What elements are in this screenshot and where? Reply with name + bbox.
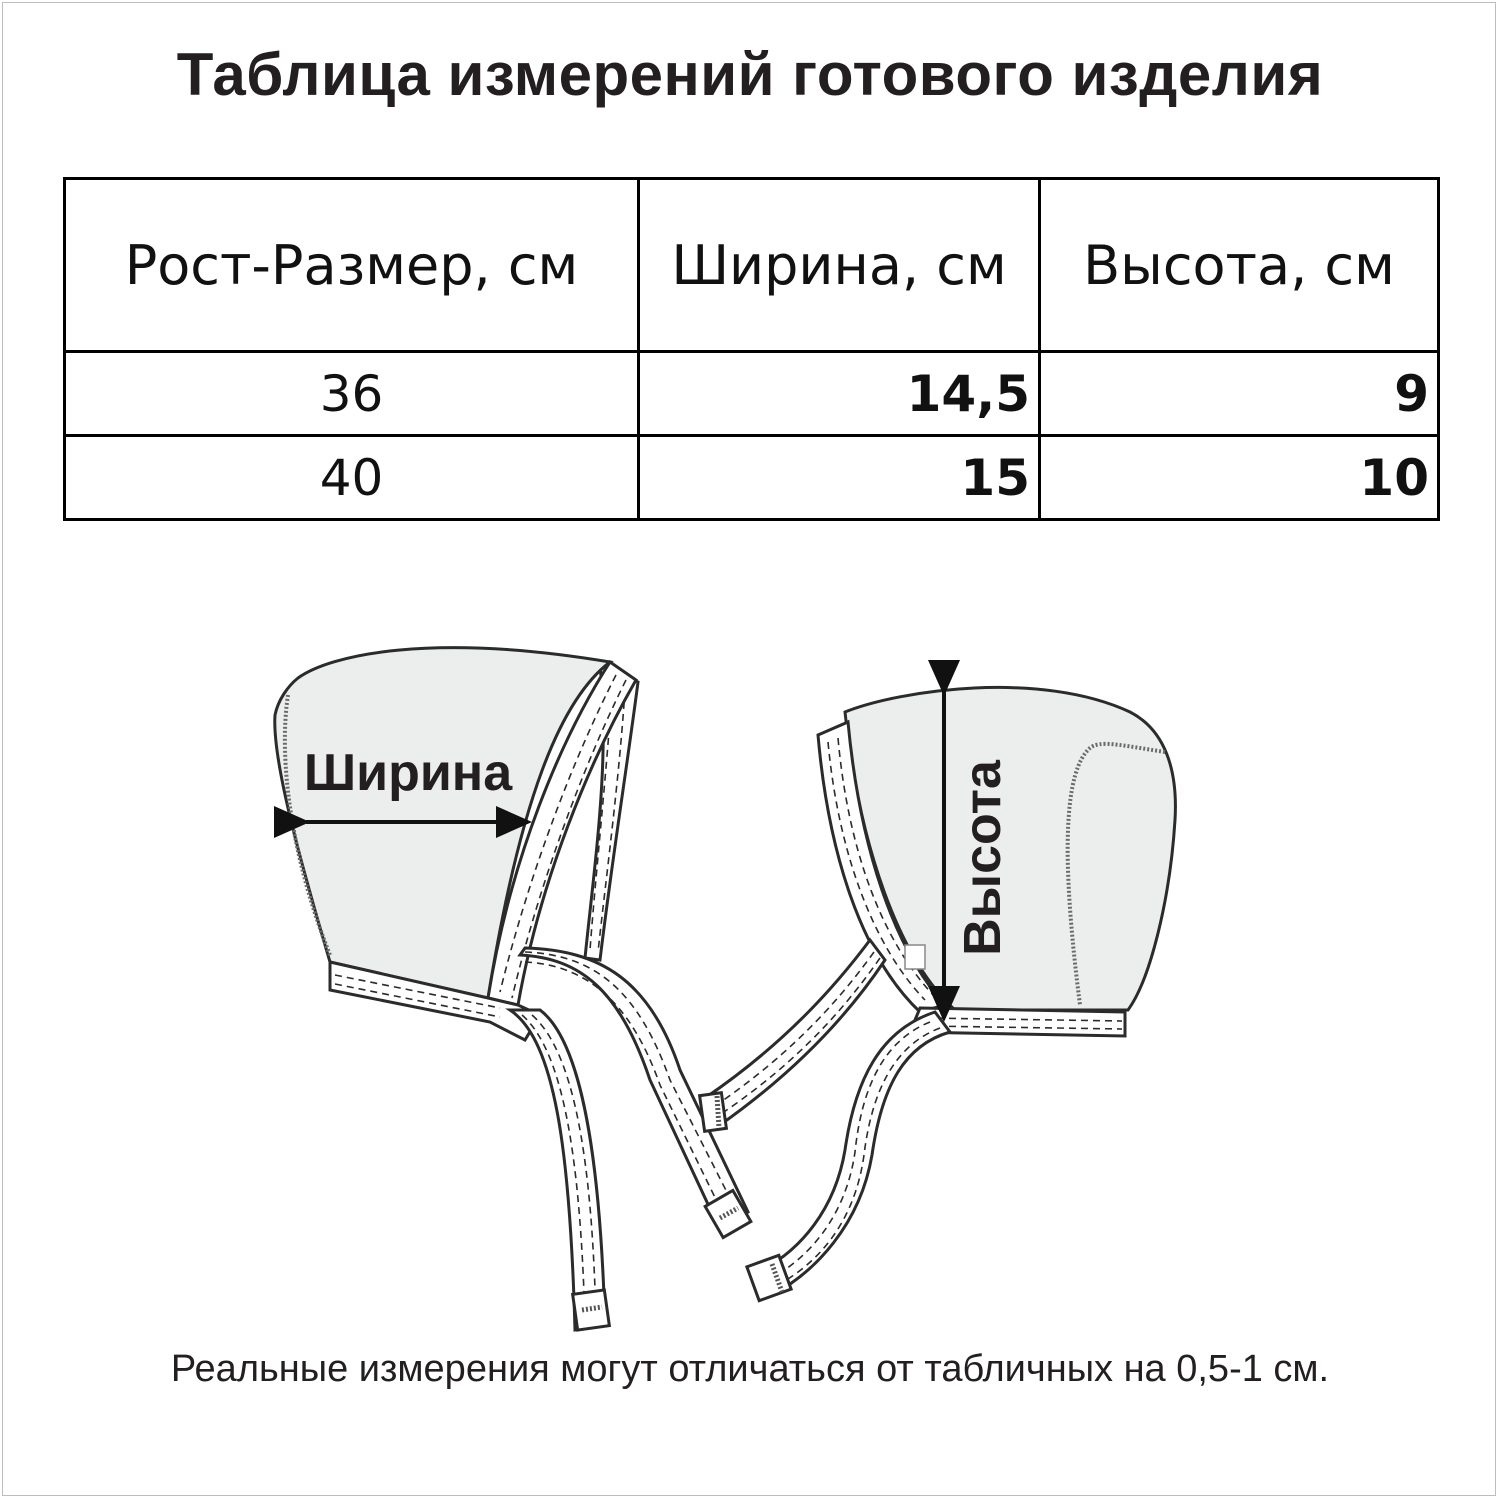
bonnet-side-view <box>275 648 751 1330</box>
header-height: Высота, см <box>1040 179 1439 352</box>
cell-width: 15 <box>639 436 1040 520</box>
cell-height: 10 <box>1040 436 1439 520</box>
cell-size: 40 <box>65 436 639 520</box>
page-title: Таблица измерений готового изделия <box>176 41 1324 108</box>
tie-left-long <box>510 1010 605 1330</box>
cell-width: 14,5 <box>639 352 1040 436</box>
header-size: Рост-Размер, см <box>65 179 639 352</box>
cell-height: 9 <box>1040 352 1439 436</box>
header-width: Ширина, см <box>639 179 1040 352</box>
cell-size: 36 <box>65 352 639 436</box>
bonnet-front-view <box>700 687 1176 1300</box>
height-label: Высота <box>954 760 1012 956</box>
footnote: Реальные измерения могут отличаться от табличных на 0,5-1 см. <box>170 1348 1330 1390</box>
width-label: Ширина <box>303 744 513 802</box>
